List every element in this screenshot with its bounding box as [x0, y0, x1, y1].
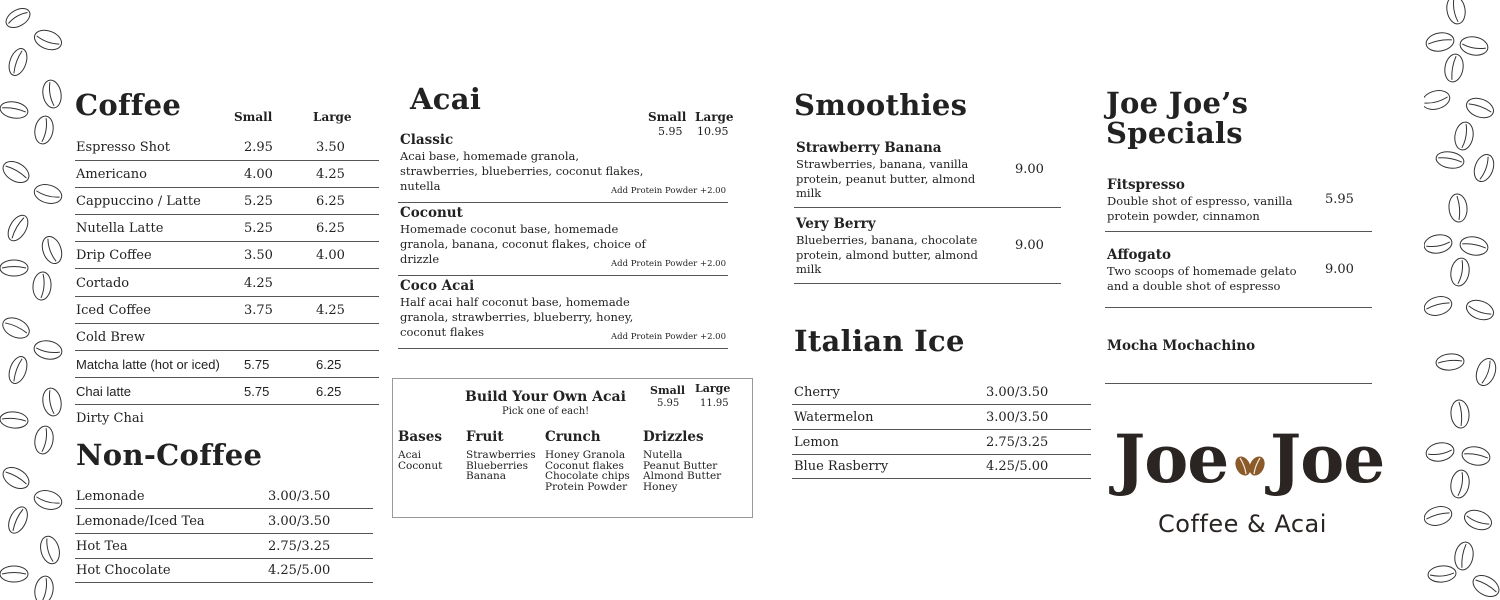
- italian-ice-row: [792, 405, 1091, 430]
- coffee-item-name: Espresso Shot: [76, 140, 171, 155]
- italian-ice-item-name: Watermelon: [794, 409, 874, 425]
- acai-protein-note: Add Protein Powder +2.00: [610, 332, 726, 342]
- byo-subtitle: Pick one of each!: [502, 406, 590, 417]
- coffee-item-name: Americano: [76, 167, 148, 183]
- smoothie-item-description-line: protein, almond butter, almond: [796, 247, 978, 262]
- acai-item-name: Coconut: [400, 205, 463, 221]
- byo-option: Strawberries: [466, 449, 536, 461]
- smoothie-item: [794, 214, 1061, 284]
- italian-ice-item-name: Lemon: [794, 434, 839, 450]
- coffee-item-large-price: 6.25: [316, 221, 345, 237]
- byo-option: Acai: [398, 449, 422, 461]
- byo-small-price: 5.95: [657, 398, 680, 409]
- logo-tagline: Coffee & Acai: [1158, 510, 1327, 538]
- byo-large-label: Large: [695, 382, 731, 395]
- acai-item: [398, 130, 728, 203]
- coffee-item-large-price: 4.25: [316, 167, 345, 183]
- acai-item-description-line: coconut flakes: [400, 325, 485, 339]
- acai-item-description-line: granola, banana, coconut flakes, choice of: [400, 237, 646, 251]
- coffee-item-name: Chai latte: [76, 383, 131, 399]
- coffee-row: [75, 215, 379, 242]
- acai-small-price: 5.95: [658, 125, 683, 138]
- acai-item: [398, 276, 728, 349]
- special-item-price: 5.95: [1325, 192, 1354, 207]
- special-item: [1105, 330, 1372, 384]
- coffee-item-small-price: 4.00: [244, 167, 273, 183]
- smoothie-item: [794, 138, 1061, 208]
- smoothie-item-name: Strawberry Banana: [796, 140, 942, 156]
- non-coffee-item-name: Lemonade: [76, 489, 145, 504]
- coffee-item-small-price: 5.25: [244, 194, 273, 210]
- specials-heading-line2: Specials: [1106, 116, 1243, 150]
- italian-ice-row: [792, 380, 1091, 405]
- coffee-bean-logo-icon: [1232, 452, 1268, 480]
- coffee-item-name: Nutella Latte: [76, 221, 164, 237]
- italian-ice-item-name: Cherry: [794, 385, 840, 400]
- italian-ice-row: [792, 454, 1091, 479]
- byo-option: Coconut: [398, 459, 443, 472]
- special-item-description-line: protein powder, cinnamon: [1107, 208, 1260, 223]
- byo-option: Chocolate chips: [545, 470, 630, 482]
- acai-item-description-line: strawberries, blueberries, coconut flakes,: [400, 164, 644, 178]
- byo-column: [545, 429, 630, 492]
- coffee-item-small-price: 5.25: [244, 221, 273, 237]
- coffee-item-small-price: 2.95: [244, 140, 273, 155]
- non-coffee-row: [75, 558, 373, 583]
- logo-word-left: Joe: [1114, 420, 1229, 498]
- byo-option: Banana: [466, 470, 507, 482]
- special-item-price: 9.00: [1325, 262, 1354, 277]
- coffee-heading: Coffee: [75, 88, 182, 122]
- special-item-name: Mocha Mochachino: [1107, 338, 1256, 354]
- smoothie-item-description-line: Blueberries, banana, chocolate: [796, 233, 978, 247]
- byo-column: [643, 429, 721, 492]
- byo-option: Blueberries: [466, 459, 528, 472]
- special-item-description-line: and a double shot of espresso: [1107, 278, 1281, 293]
- coffee-row: [75, 134, 379, 161]
- specials-heading-line1: Joe Joe’s: [1106, 86, 1249, 120]
- acai-item-description-line: Homemade coconut base, homemade: [400, 222, 619, 236]
- left-bean-border: [0, 0, 70, 600]
- byo-title: Build Your Own Acai: [465, 389, 626, 405]
- coffee-item-name: Cold Brew: [76, 329, 145, 345]
- acai-item-name: Coco Acai: [400, 278, 475, 294]
- coffee-row: [75, 297, 379, 324]
- smoothie-item-name: Very Berry: [796, 216, 876, 232]
- coffee-item-large-price: 3.50: [316, 140, 345, 155]
- byo-column-heading: Drizzles: [643, 429, 704, 445]
- special-item: [1105, 244, 1372, 308]
- smoothie-item-price: 9.00: [1015, 238, 1044, 253]
- non-coffee-item-price: 2.75/3.25: [268, 538, 331, 554]
- acai-item-description-line: granola, strawberries, blueberry, honey,: [400, 310, 634, 324]
- byo-option: Nutella: [643, 449, 683, 461]
- coffee-item-small-price: 4.25: [244, 275, 273, 291]
- byo-option: Honey: [643, 480, 678, 493]
- italian-ice-item-name: Blue Rasberry: [794, 459, 889, 475]
- special-item-description-line: Two scoops of homemade gelato: [1107, 264, 1297, 278]
- non-coffee-item-price: 3.00/3.50: [268, 489, 331, 504]
- coffee-large-label: Large: [313, 110, 352, 124]
- smoothie-item-description-line: milk: [796, 262, 822, 276]
- byo-small-label: Small: [650, 384, 686, 397]
- coffee-small-label: Small: [234, 110, 273, 124]
- non-coffee-row: [75, 509, 373, 534]
- acai-protein-note: Add Protein Powder +2.00: [610, 259, 726, 269]
- acai-protein-note: Add Protein Powder +2.00: [610, 186, 726, 196]
- coffee-item-small-price: 3.50: [244, 248, 273, 264]
- italian-ice-item-price: 3.00/3.50: [986, 409, 1049, 425]
- coffee-item-name: Matcha latte (hot or iced): [76, 356, 220, 372]
- byo-column-heading: Crunch: [545, 429, 601, 445]
- coffee-item-small-price: 5.75: [244, 383, 270, 399]
- byo-column: [466, 429, 536, 482]
- italian-ice-heading: Italian Ice: [794, 324, 965, 358]
- italian-ice-item-price: 4.25/5.00: [986, 459, 1049, 475]
- smoothie-item-description-line: Strawberries, banana, vanilla: [796, 157, 969, 171]
- acai-item-description-line: drizzle: [400, 252, 440, 266]
- acai-large-price: 10.95: [697, 125, 729, 138]
- non-coffee-item-name: Hot Tea: [76, 538, 128, 554]
- byo-option: Almond Butter: [643, 470, 722, 482]
- coffee-item-large-price: 6.25: [316, 194, 345, 210]
- acai-item-description-line: nutella: [400, 179, 441, 193]
- non-coffee-item-name: Lemonade/Iced Tea: [76, 513, 205, 529]
- coffee-item-large-price: 4.00: [316, 248, 345, 264]
- coffee-item-large-price: 6.25: [316, 383, 342, 399]
- special-item-name: Fitspresso: [1107, 177, 1185, 193]
- coffee-beans-decoration-right: [1424, 0, 1500, 600]
- coffee-row: [75, 270, 379, 297]
- italian-ice-item-price: 3.00/3.50: [986, 385, 1049, 400]
- smoothie-item-price: 9.00: [1015, 162, 1044, 177]
- coffee-row: [75, 188, 379, 215]
- coffee-item-small-price: 3.75: [244, 302, 273, 318]
- coffee-item-name: Drip Coffee: [76, 248, 152, 264]
- coffee-item-name: Cappuccino / Latte: [76, 194, 201, 210]
- acai-item-description-line: Acai base, homemade granola,: [400, 149, 580, 163]
- byo-column-heading: Bases: [398, 429, 442, 445]
- coffee-row: [75, 378, 379, 405]
- byo-column-heading: Fruit: [466, 429, 504, 445]
- coffee-item-small-price: 5.75: [244, 356, 270, 372]
- byo-option: Coconut flakes: [545, 459, 624, 472]
- coffee-item-large-price: 6.25: [316, 356, 342, 372]
- coffee-beans-decoration-left: [0, 0, 70, 600]
- smoothies-heading: Smoothies: [794, 88, 968, 122]
- right-bean-border: [1424, 0, 1500, 600]
- coffee-row: [75, 324, 379, 351]
- non-coffee-row: [75, 484, 373, 509]
- byo-column: [398, 429, 442, 471]
- smoothie-item-description-line: protein, peanut butter, almond: [796, 171, 976, 186]
- byo-option: Peanut Butter: [643, 459, 718, 472]
- acai-item-description-line: Half acai half coconut base, homemade: [400, 295, 630, 309]
- logo-word-right: Joe: [1270, 420, 1385, 498]
- coffee-row: [75, 405, 379, 432]
- byo-option: Protein Powder: [545, 480, 628, 493]
- non-coffee-heading: Non-Coffee: [76, 438, 263, 472]
- special-item: [1105, 174, 1372, 232]
- non-coffee-item-price: 4.25/5.00: [268, 563, 331, 579]
- acai-item-name: Classic: [400, 132, 454, 148]
- non-coffee-row: [75, 534, 373, 559]
- special-item-description-line: Double shot of espresso, vanilla: [1107, 194, 1293, 208]
- italian-ice-item-price: 2.75/3.25: [986, 434, 1049, 450]
- special-item-name: Affogato: [1107, 247, 1171, 263]
- acai-heading: Acai: [410, 82, 482, 116]
- brand-logo: [1110, 420, 1400, 550]
- italian-ice-row: [792, 430, 1091, 455]
- build-your-own-box: [392, 378, 753, 518]
- smoothie-item-description-line: milk: [796, 186, 822, 200]
- coffee-row: [75, 351, 379, 378]
- non-coffee-item-price: 3.00/3.50: [268, 513, 331, 529]
- coffee-item-name: Cortado: [76, 275, 130, 291]
- coffee-row: [75, 161, 379, 188]
- coffee-item-name: Dirty Chai: [76, 411, 144, 426]
- byo-large-price: 11.95: [700, 398, 729, 409]
- coffee-item-large-price: 4.25: [316, 302, 345, 318]
- acai-large-label: Large: [695, 110, 734, 124]
- acai-item: [398, 203, 728, 276]
- coffee-item-name: Iced Coffee: [76, 302, 151, 318]
- non-coffee-item-name: Hot Chocolate: [76, 563, 171, 579]
- acai-small-label: Small: [648, 110, 687, 124]
- byo-option: Honey Granola: [545, 449, 626, 461]
- coffee-row: [75, 242, 379, 269]
